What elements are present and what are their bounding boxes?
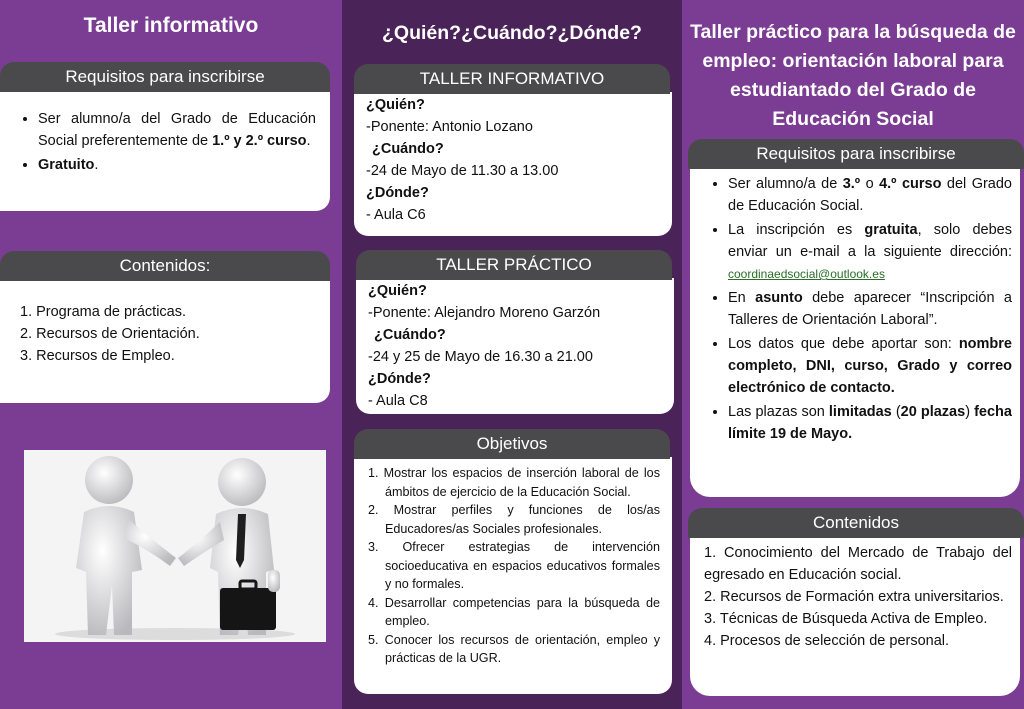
handshake-illustration xyxy=(24,450,326,642)
requirements-header: Requisitos para inscribirse xyxy=(0,62,330,92)
objective-item: 1. Mostrar los espacios de inserción laboral de los ámbitos de ejercicio de la Educación Social. xyxy=(368,466,660,499)
objective-item: 5. Conocer los recursos de orientación, empleo y prácticas de la UGR. xyxy=(368,632,660,665)
right-requirements-box xyxy=(690,167,1020,497)
right-contents-item: 1. Conocimiento del Mercado de Trabajo del egresado en Educación social. xyxy=(704,545,1012,583)
right-contents-item: 2. Recursos de Formación extra universitarios. xyxy=(704,589,1004,605)
contents-item: 3. Recursos de Empleo. xyxy=(20,348,175,364)
right-requirement-item: • Ser alumno/a de 3.º o 4.º curso del Grado de Educación Social. xyxy=(728,173,1012,217)
practical-workshop-header: TALLER PRÁCTICO xyxy=(356,250,672,280)
right-requirement-item: • Las plazas son limitadas (20 plazas) fecha límite 19 de Mayo. xyxy=(728,401,1012,445)
middle-title: ¿Quién?¿Cuándo?¿Dónde? xyxy=(382,22,642,44)
objective-item: 3. Ofrecer estrategias de intervención socioeducativa en espacios educativos formales y no formales. xyxy=(368,540,660,591)
requirement-item: • Gratuito. xyxy=(38,154,316,176)
contents-item: 1. Programa de prácticas. xyxy=(20,304,187,320)
right-title: Taller práctico para la búsqueda de empleo: orientación laboral para estudiantado del Grado de Educación Social xyxy=(690,21,1016,130)
right-requirement-item: • La inscripción es gratuita, solo debes enviar un e-mail a la siguiente dirección: coordinaedsocial@outlook.es xyxy=(728,219,1012,285)
left-title: Taller informativo xyxy=(83,14,259,37)
right-requirement-item: • En asunto debe aparecer “Inscripción a Talleres de Orientación Laboral”. xyxy=(728,287,1012,331)
middle-panel xyxy=(342,0,682,709)
requirements-box xyxy=(0,90,330,211)
info-workshop-header: TALLER INFORMATIVO xyxy=(354,64,670,94)
right-requirements-header: Requisitos para inscribirse xyxy=(688,139,1024,169)
contents-header: Contenidos: xyxy=(0,251,330,281)
right-contents-item: 4. Procesos de selección de personal. xyxy=(704,633,950,649)
practical-workshop-box: ¿Quién? -Ponente: Alejandro Moreno Garzón ¿Cuándo? -24 y 25 de Mayo de 16.30 a 21.00 ¿Dónde? - Aula C8 xyxy=(356,278,674,414)
right-contents-item: 3. Técnicas de Búsqueda Activa de Empleo. xyxy=(704,611,988,627)
right-contents-box xyxy=(690,536,1020,696)
contents-box xyxy=(0,279,330,403)
objective-item: 4. Desarrollar competencias para la búsqueda de empleo. xyxy=(368,595,660,628)
objectives-box xyxy=(354,457,672,694)
right-panel xyxy=(682,0,1024,709)
objective-item: 2. Mostrar perfiles y funciones de los/as Educadores/as Sociales profesionales. xyxy=(368,503,660,536)
left-panel xyxy=(0,0,342,709)
objectives-header: Objetivos xyxy=(354,429,670,459)
right-requirement-item: • Los datos que debe aportar son: nombre completo, DNI, curso, Grado y correo electrónico de contacto. xyxy=(728,333,1012,399)
contents-item: 2. Recursos de Orientación. xyxy=(20,326,200,342)
right-contents-header: Contenidos xyxy=(688,508,1024,538)
email-link[interactable]: coordinaedsocial@outlook.es xyxy=(728,267,885,281)
info-workshop-box: ¿Quién? -Ponente: Antonio Lozano ¿Cuándo? -24 de Mayo de 11.30 a 13.00 ¿Dónde? - Aula C6 xyxy=(354,92,672,236)
requirement-item: • Ser alumno/a del Grado de Educación Social preferentemente de 1.º y 2.º curso. xyxy=(38,108,316,152)
